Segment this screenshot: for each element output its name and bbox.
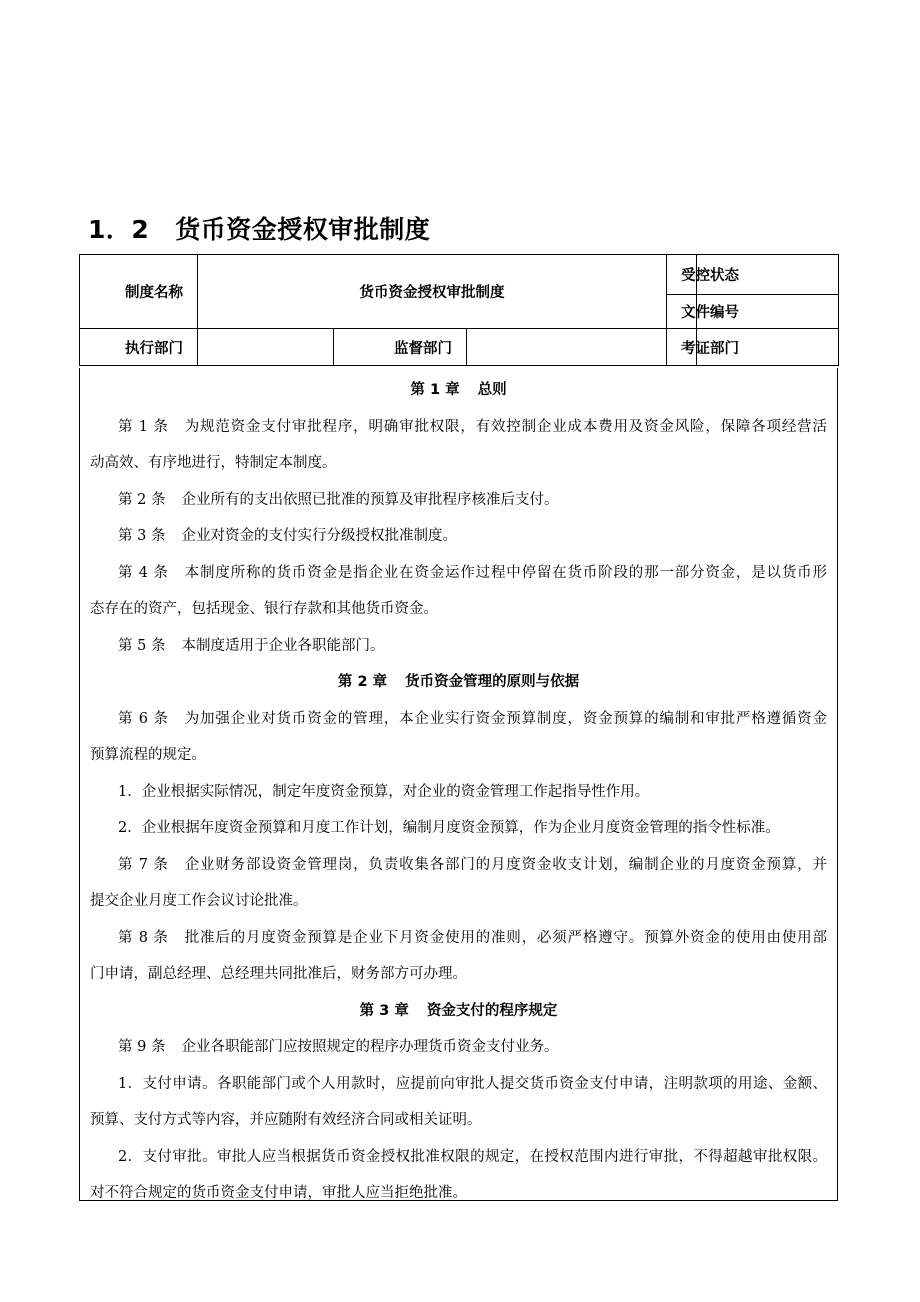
article-1: 第 1 条 为规范资金支付审批程序，明确审批权限，有效控制企业成本费用及资金风险，保障各项经营活 <box>118 418 827 435</box>
doc-number-label: 文件编号 <box>667 295 697 329</box>
exec-dept-label: 执行部门 <box>80 329 198 366</box>
article-1-cont: 动高效、有序地进行，特制定本制度。 <box>90 455 337 471</box>
article-4-cont: 态存在的资产，包括现金、银行存款和其他货币资金。 <box>90 601 438 617</box>
chapter-heading: 第 1 章 总则 <box>410 382 507 398</box>
article-5: 第 5 条 本制度适用于企业各职能部门。 <box>118 637 385 654</box>
article-6-cont: 预算流程的规定。 <box>90 747 206 763</box>
supervise-dept-label: 监督部门 <box>334 329 467 366</box>
article-9-item-1: 1．支付申请。各职能部门或个人用款时，应提前向审批人提交货币资金支付申请，注明款项的用途、金额、 <box>118 1075 827 1092</box>
policy-name-label: 制度名称 <box>80 255 198 329</box>
control-status-label: 受控状态 <box>667 255 697 295</box>
policy-header-table <box>79 254 839 366</box>
article-7-cont: 提交企业月度工作会议讨论批准。 <box>90 893 308 909</box>
article-8-cont: 门申请，副总经理、总经理共同批准后，财务部方可办理。 <box>90 966 467 982</box>
article-6-item-2: 2．企业根据年度资金预算和月度工作计划，编制月度资金预算，作为企业月度资金管理的指令性标准。 <box>118 820 780 836</box>
article-3: 第 3 条 企业对资金的支付实行分级授权批准制度。 <box>118 528 457 544</box>
article-6: 第 6 条 为加强企业对货币资金的管理，本企业实行资金预算制度，资金预算的编制和审批严格遵循资金 <box>118 710 827 727</box>
article-9-item-1-cont: 预算、支付方式等内容，并应随附有效经济合同或相关证明。 <box>90 1112 482 1128</box>
article-9-item-2: 2．支付审批。审批人应当根据货币资金授权批准权限的规定，在授权范围内进行审批，不得超越审批权限。 <box>118 1148 827 1165</box>
article-2: 第 2 条 企业所有的支出依照已批准的预算及审批程序核准后支付。 <box>118 491 559 508</box>
policy-body <box>79 368 838 1201</box>
article-4: 第 4 条 本制度所称的货币资金是指企业在资金运作过程中停留在货币阶段的那一部分资金，是以货币形 <box>118 564 827 581</box>
article-7: 第 7 条 企业财务部设资金管理岗，负责收集各部门的月度资金收支计划，编制企业的月度资金预算，并 <box>118 856 827 873</box>
title-text: 货币资金授权审批制度 <box>175 215 431 244</box>
section-number: 1．2 <box>88 215 150 244</box>
supervise-dept-value[interactable] <box>467 329 667 366</box>
article-6-item-1: 1．企业根据实际情况，制定年度资金预算，对企业的资金管理工作起指导性作用。 <box>118 783 650 800</box>
policy-name-value: 货币资金授权审批制度 <box>198 255 667 329</box>
article-9: 第 9 条 企业各职能部门应按照规定的程序办理货币资金支付业务。 <box>118 1039 559 1055</box>
chapter-heading: 第 2 章 货币资金管理的原则与依据 <box>337 674 580 690</box>
exec-dept-value[interactable] <box>198 329 334 366</box>
chapter-heading: 第 3 章 资金支付的程序规定 <box>359 1002 558 1019</box>
page-title <box>88 208 430 252</box>
article-8: 第 8 条 批准后的月度资金预算是企业下月资金使用的准则，必须严格遵守。预算外资金的使用由使用部 <box>118 929 827 946</box>
verify-dept-label: 考证部门 <box>667 329 697 366</box>
article-9-item-2-cont: 对不符合规定的货币资金支付申请，审批人应当拒绝批准。 <box>90 1185 467 1201</box>
